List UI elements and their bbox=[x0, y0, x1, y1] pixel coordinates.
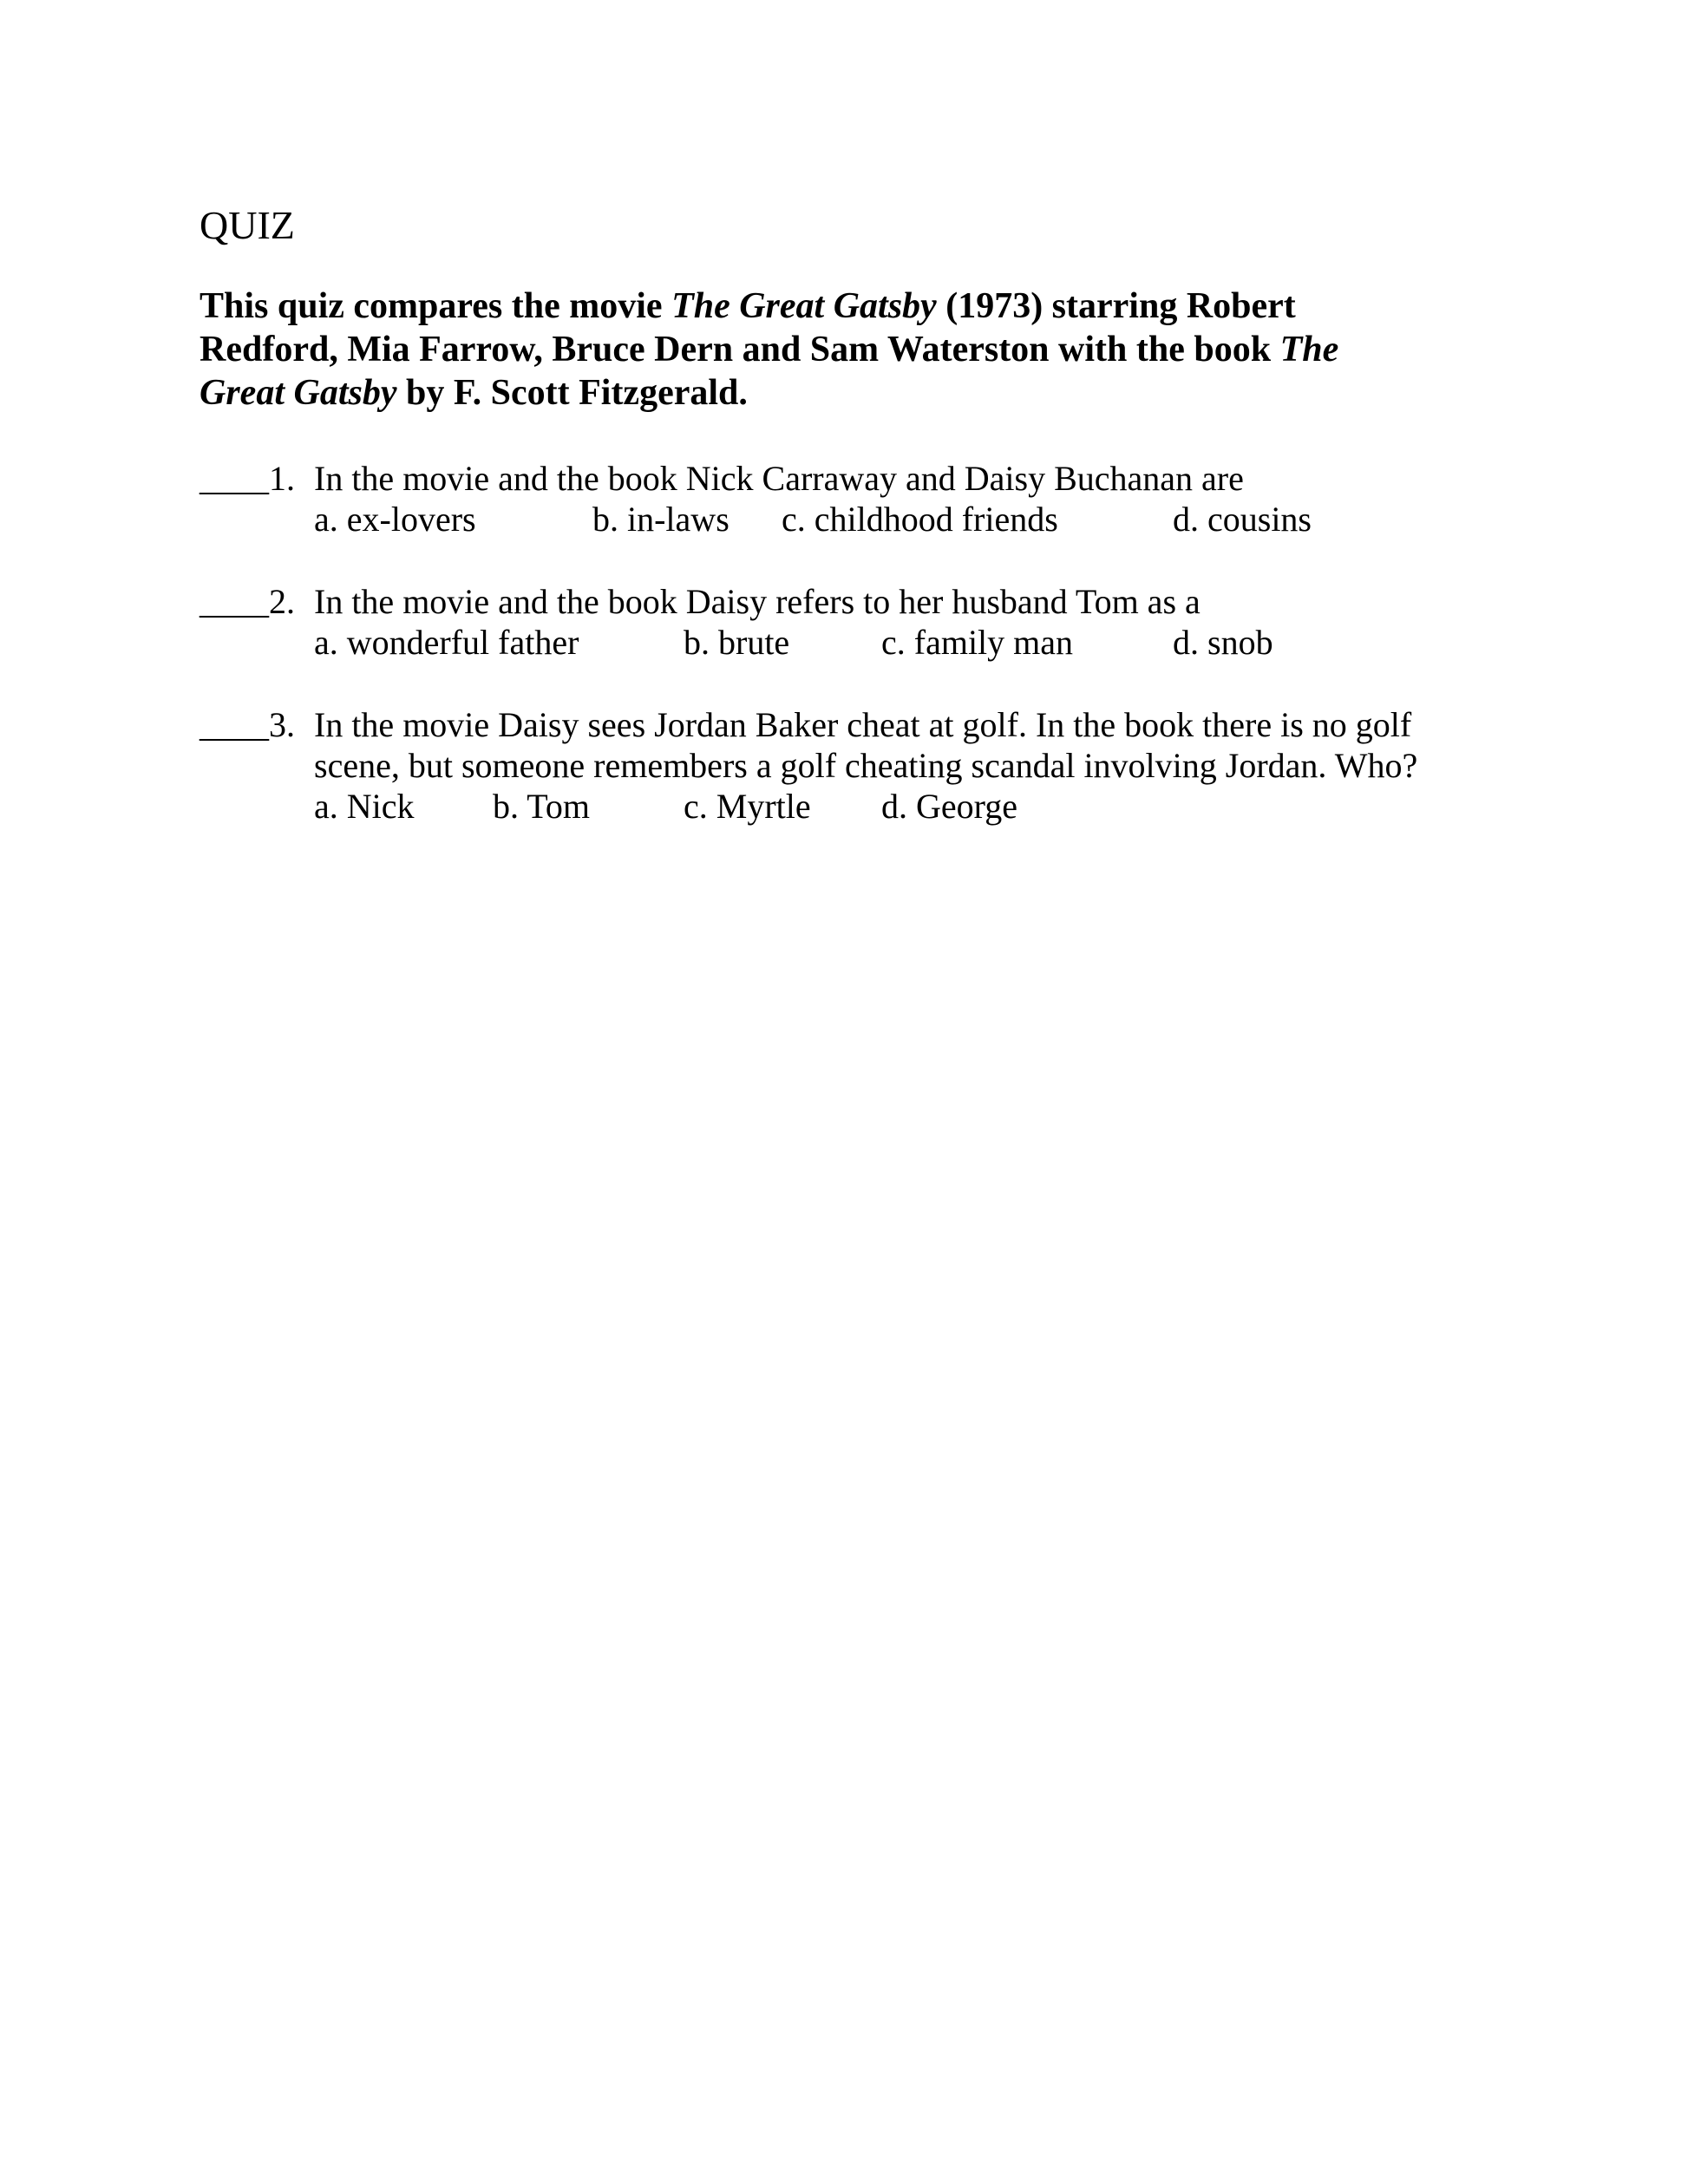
option-a: a. Nick bbox=[314, 787, 415, 826]
answer-blank: ____3. bbox=[200, 705, 295, 744]
intro-text: (1973) starring Robert bbox=[936, 286, 1296, 326]
option-b: b. in-laws bbox=[592, 500, 730, 539]
intro-line-3 bbox=[200, 371, 1501, 415]
option-b: b. Tom bbox=[493, 787, 591, 826]
option-c: c. childhood friends bbox=[782, 500, 1058, 539]
question-text: scene, but someone remembers a golf cheating scandal involving Jordan. Who? bbox=[314, 746, 1418, 785]
question-text: In the movie and the book Daisy refers to her husband Tom as a bbox=[314, 582, 1201, 621]
quiz-intro bbox=[200, 284, 1501, 415]
intro-text: This quiz compares the movie bbox=[200, 286, 672, 326]
option-b: b. brute bbox=[684, 623, 790, 662]
option-a: a. ex-lovers bbox=[314, 500, 476, 539]
question-text: In the movie Daisy sees Jordan Baker cheat at golf. In the book there is no golf bbox=[314, 705, 1412, 744]
option-c: c. Myrtle bbox=[684, 787, 811, 826]
option-d: d. George bbox=[881, 787, 1017, 826]
intro-line-2 bbox=[200, 328, 1501, 371]
option-d: d. cousins bbox=[1173, 500, 1312, 539]
option-d: d. snob bbox=[1173, 623, 1273, 662]
book-title: The bbox=[1279, 330, 1339, 369]
intro-line-1 bbox=[200, 284, 1501, 328]
intro-text: Redford, Mia Farrow, Bruce Dern and Sam Waterston with the book bbox=[200, 330, 1280, 369]
intro-text: by F. Scott Fitzgerald. bbox=[396, 373, 748, 413]
option-c: c. family man bbox=[881, 623, 1074, 662]
option-a: a. wonderful father bbox=[314, 623, 579, 662]
answer-blank: ____1. bbox=[200, 459, 295, 498]
page-title: QUIZ bbox=[200, 203, 295, 247]
answer-blank: ____2. bbox=[200, 582, 295, 621]
movie-title: The Great Gatsby bbox=[671, 286, 937, 326]
book-title: Great Gatsby bbox=[200, 373, 397, 413]
question-text: In the movie and the book Nick Carraway and Daisy Buchanan are bbox=[314, 459, 1244, 498]
